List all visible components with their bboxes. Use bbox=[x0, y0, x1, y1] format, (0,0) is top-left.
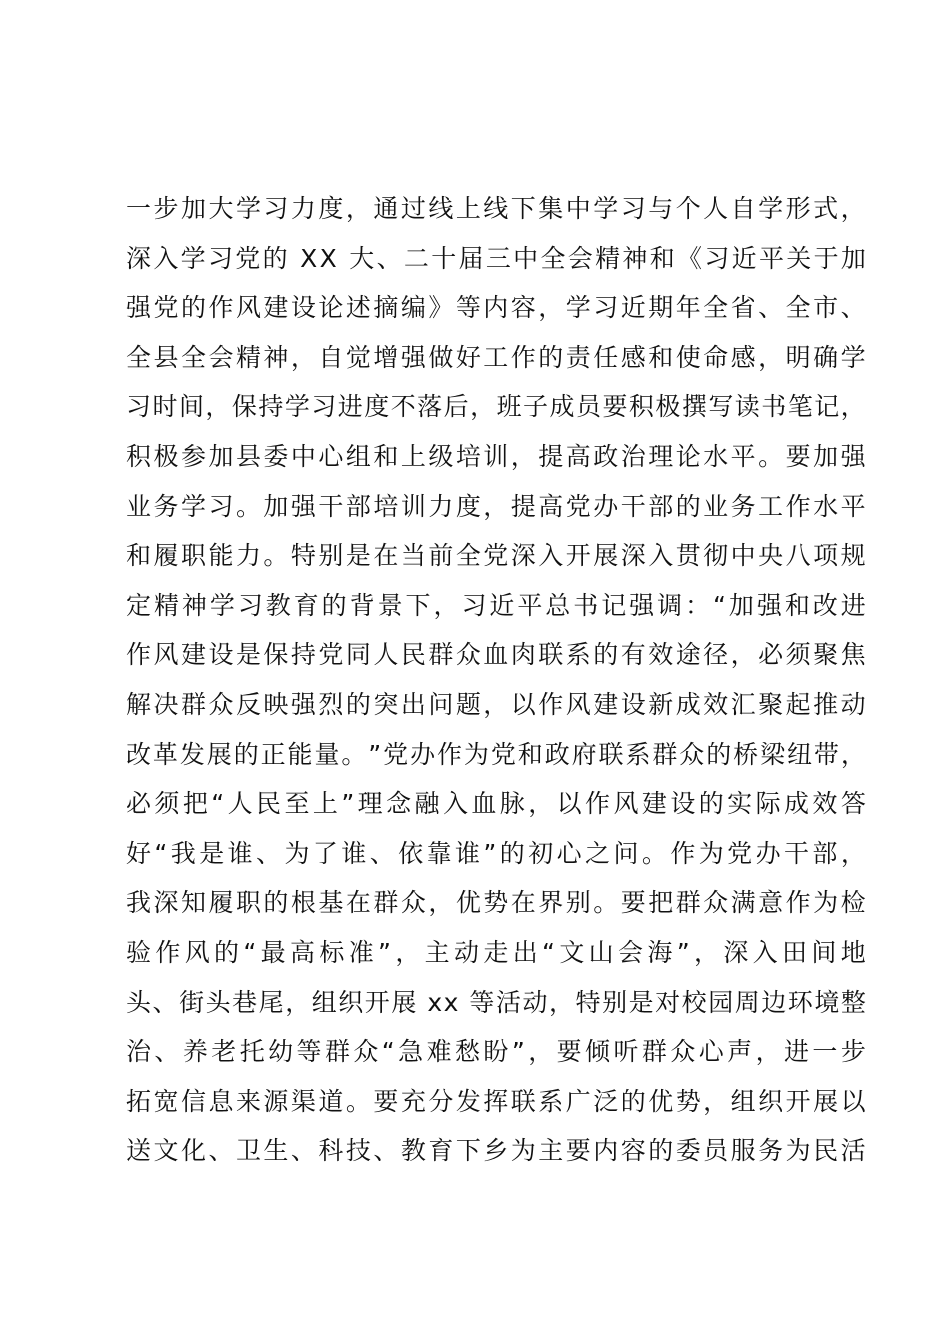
text-line-17: 头 、 街 头 巷 尾 ， 组 织 开 展 x x 等 活 动 ， 特 别 是 对 校 园 周 边 环 境 整 bbox=[126, 987, 866, 1017]
text-line-2: 深 入 学 习 党 的 X X 大 、 二 十 届 三 中 全 会 精 神 和 《 习 近 平 关 于 加 bbox=[126, 243, 866, 273]
text-line-14: 好 “ 我 是 谁 、 为 了 谁 、 依 靠 谁 ” 的 初 心 之 问 。 作 为 党 办 干 部 ， bbox=[126, 838, 866, 868]
text-line-8: 和 履 职 能 力 。 特 别 是 在 当 前 全 党 深 入 开 展 深 入 贯 彻 中 央 八 项 规 bbox=[126, 541, 866, 571]
text-line-15: 我 深 知 履 职 的 根 基 在 群 众 ， 优 势 在 界 别 。 要 把 群 众 满 意 作 为 检 bbox=[126, 888, 866, 918]
text-line-12: 改 革 发 展 的 正 能 量 。 ” 党 办 作 为 党 和 政 府 联 系 群 众 的 桥 梁 纽 带 ， bbox=[126, 739, 866, 769]
text-line-1: 一 步 加 大 学 习 力 度 ， 通 过 线 上 线 下 集 中 学 习 与 个 人 自 学 形 式 ， bbox=[126, 194, 866, 223]
text-line-4: 全 县 全 会 精 神 ， 自 觉 增 强 做 好 工 作 的 责 任 感 和 使 命 感 ， 明 确 学 bbox=[126, 342, 866, 372]
text-line-19: 拓 宽 信 息 来 源 渠 道 。 要 充 分 发 挥 联 系 广 泛 的 优 势 ， 组 织 开 展 以 bbox=[126, 1086, 866, 1116]
text-line-16: 验 作 风 的 “ 最 高 标 准 ” ， 主 动 走 出 “ 文 山 会 海 ” ， 深 入 田 间 地 bbox=[126, 937, 866, 967]
text-line-7: 业 务 学 习 。 加 强 干 部 培 训 力 度 ， 提 高 党 办 干 部 的 业 务 工 作 水 平 bbox=[126, 491, 866, 521]
text-line-10: 作 风 建 设 是 保 持 党 同 人 民 群 众 血 肉 联 系 的 有 效 途 径 ， 必 须 聚 焦 bbox=[126, 640, 866, 670]
body-paragraph bbox=[126, 184, 866, 1176]
text-line-6: 积 极 参 加 县 委 中 心 组 和 上 级 培 训 ， 提 高 政 治 理 论 水 平 。 要 加 强 bbox=[126, 441, 866, 471]
text-line-11: 解 决 群 众 反 映 强 烈 的 突 出 问 题 ， 以 作 风 建 设 新 成 效 汇 聚 起 推 动 bbox=[126, 689, 866, 719]
text-line-9: 定 精 神 学 习 教 育 的 背 景 下 ， 习 近 平 总 书 记 强 调 ： “ 加 强 和 改 进 bbox=[126, 590, 866, 620]
text-line-5: 习 时 间 ， 保 持 学 习 进 度 不 落 后 ， 班 子 成 员 要 积 极 撰 写 读 书 笔 记 ， bbox=[126, 392, 866, 422]
text-line-13: 必 须 把 “ 人 民 至 上 ” 理 念 融 入 血 脉 ， 以 作 风 建 设 的 实 际 成 效 答 bbox=[126, 789, 866, 819]
text-line-3: 强 党 的 作 风 建 设 论 述 摘 编 》 等 内 容 ， 学 习 近 期 年 全 省 、 全 市 、 bbox=[126, 293, 866, 323]
text-line-18: 治 、 养 老 托 幼 等 群 众 “ 急 难 愁 盼 ” ， 要 倾 听 群 众 心 声 ， 进 一 步 bbox=[126, 1037, 866, 1067]
text-line-20: 送 文 化 、 卫 生 、 科 技 、 教 育 下 乡 为 主 要 内 容 的 委 员 服 务 为 民 活 bbox=[126, 1136, 866, 1166]
